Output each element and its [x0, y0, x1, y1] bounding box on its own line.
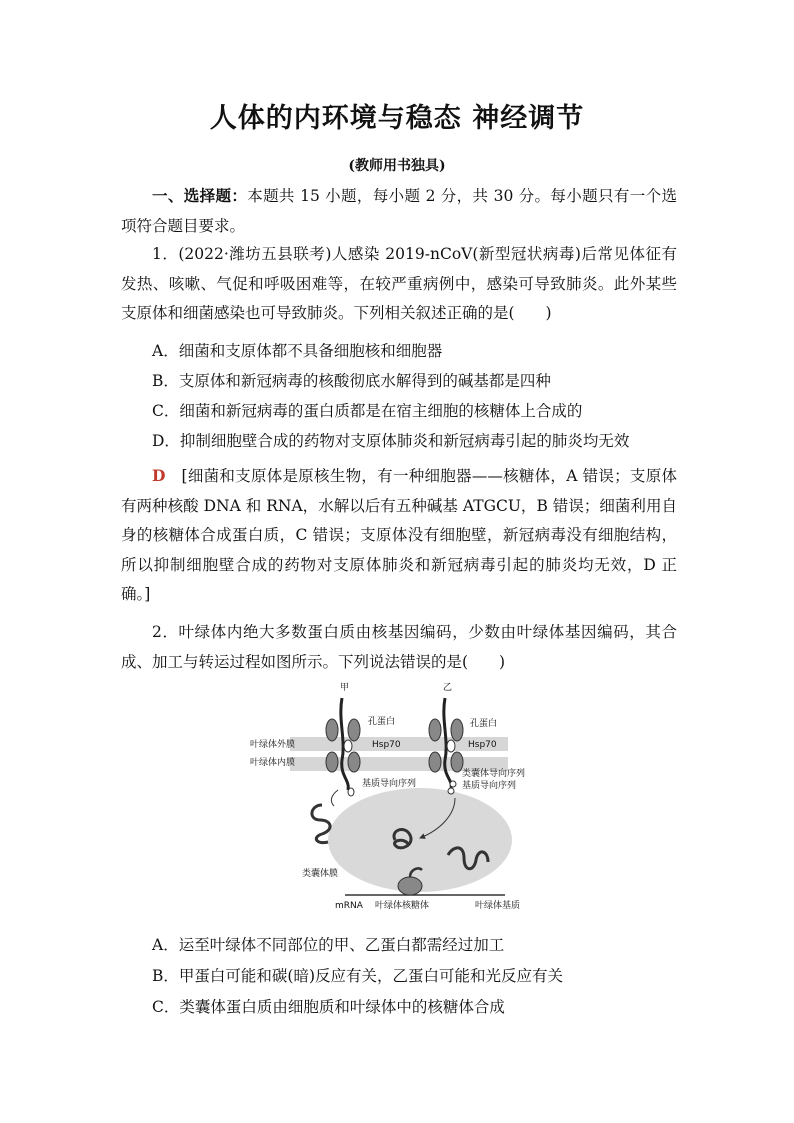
figure-svg	[250, 680, 550, 925]
section-text: 本题共 15 小题，每小题 2 分，共 30 分。每小题只有一个选项符合题目要求。	[121, 187, 677, 235]
porin-right-2	[451, 719, 463, 741]
q1-option-d: D．抑制细胞壁合成的药物对支原体肺炎和新冠病毒引起的肺炎均无效	[152, 432, 630, 450]
page-title: 人体的内环境与稳态 神经调节	[209, 103, 585, 134]
question-2-stem: 2．叶绿体内绝大多数蛋白质由核基因编码，少数由叶绿体基因编码，其合成、加工与转运过程如图所示。下列说法错误的是( )	[121, 623, 677, 671]
question-1-stem: 1．(2022·潍坊五县联考)人感染 2019-nCoV(新型冠状病毒)后常见体征有发热、咳嗽、气促和呼吸困难等，在较严重病例中，感染可导致肺炎。此外某些支原体和细菌感染也可导致肺炎。下列相关叙述正确的是( )	[121, 245, 677, 322]
arrow-jia	[331, 790, 338, 806]
q1-option-a: A．细菌和支原体都不具备细胞核和细胞器	[152, 342, 443, 360]
label-porin-right: 孔蛋白	[470, 719, 498, 729]
label-hsp70-right: Hsp70	[468, 740, 497, 750]
label-jia: 甲	[340, 683, 350, 693]
q1-option-c: C．细菌和新冠病毒的蛋白质都是在宿主细胞的核糖体上合成的	[152, 402, 583, 420]
folded-protein-jia	[312, 805, 330, 843]
label-thylakoid-membrane: 类囊体膜	[302, 869, 339, 879]
label-outer-membrane: 叶绿体外膜	[250, 740, 296, 750]
section-heading: 一、选择题：	[152, 186, 248, 205]
label-porin-left: 孔蛋白	[368, 717, 396, 727]
page-subtitle: (教师用书独具)	[348, 158, 446, 174]
q1-option-b: B．支原体和新冠病毒的核酸彻底水解得到的碱基都是四种	[152, 372, 551, 390]
ribosome-shape	[398, 877, 422, 895]
label-mrna: mRNA	[335, 901, 363, 911]
label-stroma: 叶绿体基质	[475, 901, 521, 911]
q2-option-a: A．运至叶绿体不同部位的甲、乙蛋白都需经过加工	[152, 936, 505, 954]
q2-option-c: C．类囊体蛋白质由细胞质和叶绿体中的核糖体合成	[152, 998, 505, 1016]
chloroplast-protein-figure	[250, 680, 550, 925]
signal-right-shape-2	[448, 788, 454, 794]
q2-option-b: B．甲蛋白可能和碳(暗)反应有关，乙蛋白可能和光反应有关	[152, 967, 563, 985]
label-stroma-signal-left: 基质导向序列	[362, 779, 417, 789]
porin-right-3	[429, 752, 441, 772]
porin-left-3	[326, 752, 338, 772]
label-stroma-signal-right: 基质导向序列	[462, 781, 517, 791]
stroma-ellipse	[328, 788, 512, 892]
question-1-answer	[121, 461, 677, 610]
label-inner-membrane: 叶绿体内膜	[250, 758, 296, 768]
porin-right-1	[429, 719, 441, 741]
label-hsp70-left: Hsp70	[372, 740, 401, 750]
hsp70-left-shape	[344, 740, 352, 752]
porin-left-2	[348, 719, 360, 741]
label-yi: 乙	[443, 683, 453, 693]
porin-left-4	[348, 752, 360, 772]
answer-explanation: [细菌和支原体是原核生物，有一种细胞器——核糖体，A 错误；支原体有两种核酸 DNA 和 RNA，水解以后有五种碱基 ATGCU，B 错误；细菌利用自身的核糖体合成蛋白质，C 错误；支原体没有细胞壁，新冠病毒没有细胞结构，所以抑制细胞壁合成的药物对支原体肺炎和新冠病毒引起的肺炎均无效，D 正确。]	[121, 467, 677, 603]
porin-left-1	[326, 719, 338, 741]
section-instructions	[121, 181, 677, 241]
answer-letter: D	[152, 466, 166, 485]
label-ribosome: 叶绿体核糖体	[375, 901, 430, 911]
signal-left-shape	[348, 788, 354, 796]
label-thylakoid-signal: 类囊体导向序列	[462, 769, 526, 779]
signal-right-shape-1	[450, 781, 456, 787]
hsp70-right-shape	[447, 740, 455, 752]
